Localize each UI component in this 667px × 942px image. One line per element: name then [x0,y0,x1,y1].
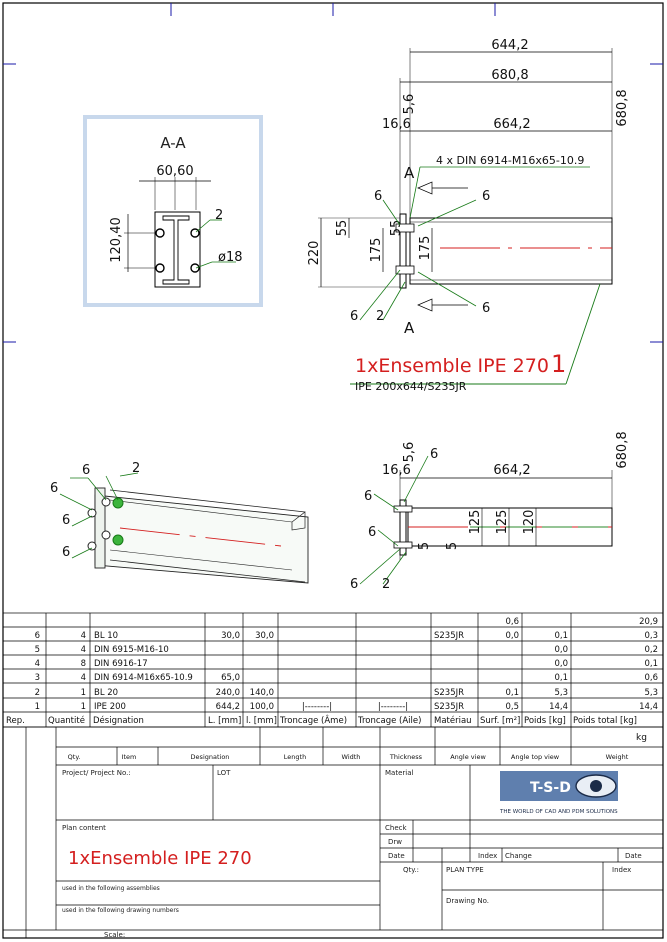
bom-cell-weight: 0,0 [554,659,568,669]
lower-label-6-a: 6 [364,489,373,504]
bom-cell-rep: 3 [34,673,40,683]
bom-cell-surface: 0,0 [505,631,519,641]
lower-dim-beam: 664,2 [493,463,531,478]
beam-description: IPE 200x644/S235JR [355,380,467,393]
bom-header: Désignation [93,716,144,726]
elev-dim-right: 680,8 [615,89,630,127]
bom-cell-weight: 0,1 [554,631,568,641]
tb-unit: kg [636,733,647,743]
elev-dim-55a: 55 [335,219,350,237]
elev-dim-175a: 175 [369,237,384,263]
lower-dim-125a: 125 [468,509,483,535]
tb-column-header: Item [121,753,137,761]
tb-column-header: Width [341,753,361,761]
section-mark-top: A [404,164,415,182]
tb-lot-label: LOT [217,769,231,777]
bom-header: Quantité [48,716,85,726]
lower-dim-120: 120 [522,509,537,535]
bom-header: Troncage (Aile) [358,716,422,726]
tb-drawing-no-label: Drawing No. [446,897,489,905]
section-title: A-A [160,134,186,152]
bom-cell-length: 240,0 [215,688,240,698]
elev-dim-total: 644,2 [491,38,529,53]
tb-plan-content: 1xEnsemble IPE 270 [68,848,252,869]
tb-column-header: Thickness [389,753,423,761]
section-aa-view [85,117,261,305]
tb-headers [68,753,629,761]
bom-cell-material: S235JR [434,688,465,698]
bom-cell-designation: DIN 6916-17 [94,659,148,669]
bom-cell-rep: 4 [34,659,40,669]
bom-cell-qty: 1 [80,688,86,698]
tb-change-label: Change [505,852,532,860]
bom-summary-total: 20,9 [639,617,658,627]
elev-dim-175b: 175 [418,235,433,261]
section-mark-bottom: A [404,319,415,337]
bom-cell-trunc_web: |--------| [301,702,333,712]
lower-dim-end: 5,6 [402,441,417,463]
lower-dim-gap: 16,6 [382,463,411,478]
iso-label-6-c: 6 [62,513,71,528]
section-label-hole: ø18 [218,250,243,265]
bom-cell-length: 65,0 [221,673,240,683]
bom-cell-qty: 4 [80,673,86,683]
tsd-logo [499,771,618,815]
lower-label-2: 2 [382,577,391,592]
bom-cell-length: 644,2 [215,702,240,712]
bom-header: Rep. [6,716,25,726]
tb-column-header: Weight [605,753,629,761]
bolt-note: 4 x DIN 6914-M16x65-10.9 [436,154,585,167]
tb-scale-label: Scale: [104,931,126,939]
elev-label-6-c: 6 [350,309,359,324]
iso-label-6-b: 6 [50,481,59,496]
tb-column-header: Designation [190,753,230,761]
bom-cell-length: 30,0 [221,631,240,641]
lower-dim-right: 680,8 [615,431,630,469]
elev-dim-end: 5,6 [402,93,417,115]
bom-cell-qty: 8 [80,659,86,669]
lower-label-6-c: 6 [368,525,377,540]
bom-cell-rep: 6 [34,631,40,641]
tb-used-drawings: used in the following drawing numbers [62,907,179,914]
bom-cell-qty: 4 [80,631,86,641]
bom-cell-total: 0,6 [644,673,658,683]
bom-cell-total: 14,4 [639,702,658,712]
bom-cell-weight: 0,0 [554,645,568,655]
iso-label-6-d: 6 [62,545,71,560]
bom-cell-rep: 2 [34,688,40,698]
assembly-title: 1xEnsemble IPE 270 [355,355,549,377]
tb-material-label: Material [385,769,414,777]
bom-cell-surface: 0,5 [505,702,519,712]
bom-cell-surface: 0,1 [505,688,519,698]
elev-dim-220: 220 [307,240,322,266]
bom-cell-designation: IPE 200 [94,702,126,712]
bom-cell-designation: DIN 6915-M16-10 [94,645,169,655]
logo-text: T-S-D [530,780,571,796]
bom-cell-weight: 0,1 [554,673,568,683]
bom-cell-rep: 5 [34,645,40,655]
bom-cell-weight: 5,3 [554,688,568,698]
elev-dim-gap: 16,6 [382,117,411,132]
bom-cell-qty: 4 [80,645,86,655]
elev-dim-beam: 664,2 [493,117,531,132]
lower-label-6-d: 6 [350,577,359,592]
elev-label-6-b: 6 [482,189,491,204]
section-label-2: 2 [215,208,224,223]
bom-cell-total: 0,2 [644,645,658,655]
elev-label-6-a: 6 [374,189,383,204]
lower-label-6-b: 6 [430,447,439,462]
bom-cell-total: 0,3 [644,631,658,641]
tb-column-header: Qty. [67,753,81,761]
tb-index-label-2: Index [612,866,632,874]
bom-cell-qty: 1 [80,702,86,712]
bom-cell-total: 5,3 [644,688,658,698]
bom-header: L. [mm] [208,716,242,726]
bom-cell-rep: 1 [34,702,40,712]
elev-label-6-d: 6 [482,301,491,316]
tb-project-label: Project/ Project No.: [62,769,131,777]
tb-column-header: Angle top view [510,753,560,761]
bom-cell-designation: BL 10 [94,631,119,641]
logo-tagline: THE WORLD OF CAD AND PDM SOLUTIONS [500,809,618,815]
lower-dim-5b: 5 [445,541,460,551]
lower-dim-5a: 5 [417,541,432,551]
bom-cell-designation: DIN 6914-M16x65-10.9 [94,673,193,683]
elev-label-2: 2 [376,309,385,324]
tb-date-label-2: Date [625,852,642,860]
bom-cell-weight: 14,4 [549,702,568,712]
bom-cell-total: 0,1 [644,659,658,669]
bom-cell-width: 140,0 [249,688,274,698]
lower-dim-125b: 125 [495,509,510,535]
bom-cell-width: 30,0 [255,631,274,641]
lower-elevation-view [350,431,630,592]
elev-dim-overall: 680,8 [491,68,529,83]
bom-cell-material: S235JR [434,702,465,712]
section-dim-top: 60,60 [156,164,194,179]
iso-label-6-a: 6 [82,463,91,478]
bom-header: Poids total [kg] [573,716,637,726]
bom-text [6,617,658,726]
assembly-mark: 1 [551,350,567,378]
bom-cell-width: 100,0 [249,702,274,712]
tb-column-header: Length [283,753,307,761]
elev-dim-55b: 55 [389,219,404,237]
tb-qty-label: Qty.: [403,866,419,874]
section-dim-left: 120,40 [109,217,124,263]
tb-drw-label: Drw [388,838,402,846]
bom-cell-designation: BL 20 [94,688,119,698]
tb-used-assemblies: used in the following assemblies [62,885,160,892]
tb-plan-type-label: PLAN TYPE [446,866,484,874]
tb-date-label: Date [388,852,405,860]
bom-cell-trunc_flange: |--------| [377,702,409,712]
elevation-view [307,38,630,393]
isometric-view [50,461,308,583]
tb-plan-content-label: Plan content [62,824,106,832]
tb-check-label: Check [385,824,407,832]
bom-cell-material: S235JR [434,631,465,641]
bom-header: Matériau [434,716,472,726]
bom-header: Poids [kg] [524,716,566,726]
bom-header: l. [mm] [246,716,277,726]
iso-label-2: 2 [132,461,141,476]
bom-header: Troncage (Âme) [280,716,348,726]
tb-column-header: Angle view [450,753,486,761]
tb-index-label: Index [478,852,498,860]
bom-header: Surf. [m²] [480,716,521,726]
bom-summary-surface: 0,6 [505,617,519,627]
